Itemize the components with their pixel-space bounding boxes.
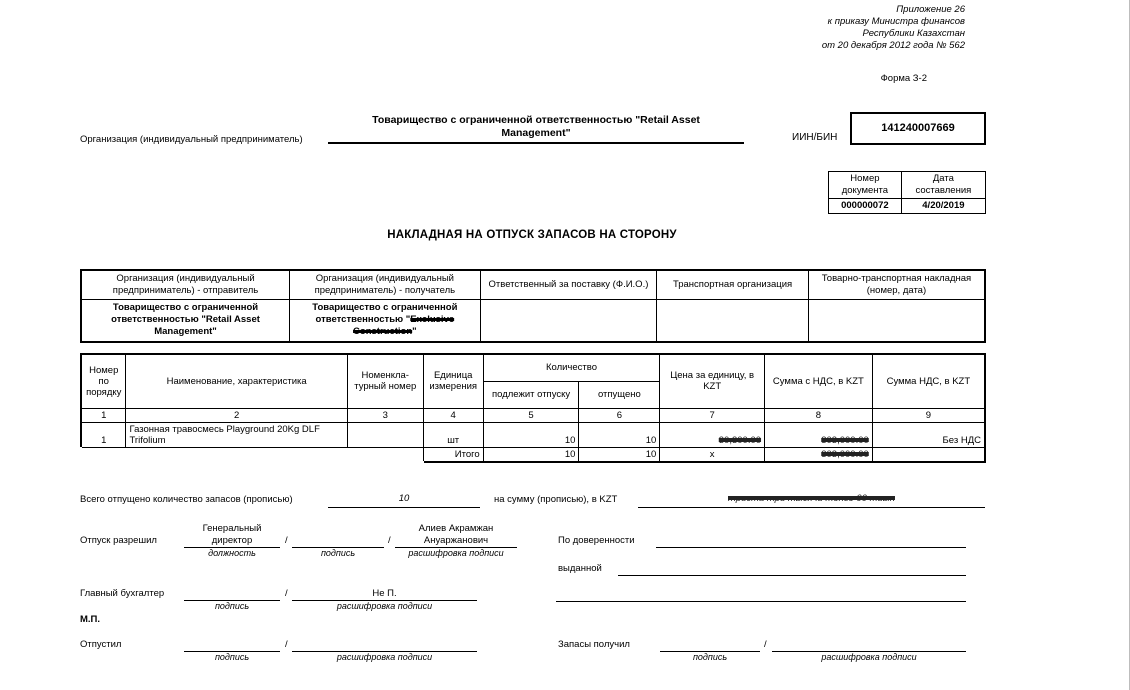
col-number: 1	[81, 408, 126, 422]
receiver-header	[290, 270, 481, 300]
responsible-value	[480, 300, 657, 342]
row-price	[660, 422, 765, 447]
row-name	[126, 422, 347, 447]
slash: /	[388, 535, 391, 546]
transport-header: Транспортная организация	[657, 270, 809, 300]
col-number: 6	[579, 408, 660, 422]
row-nomen	[347, 422, 423, 447]
total-spacer	[81, 447, 423, 462]
total-qty-due: 10	[483, 447, 579, 462]
receiver-redacted: Exclusive	[410, 314, 455, 325]
col-qty-header: Количество	[483, 354, 660, 381]
caption-decode: расшифровка подписи	[821, 652, 917, 662]
header-line: Организация (индивидуальный	[315, 273, 454, 284]
accountant-name-line	[292, 587, 477, 601]
org-name-line: Management"	[501, 127, 571, 139]
receiver-line	[293, 326, 477, 338]
slash: /	[285, 535, 288, 546]
header-line: Организация (индивидуальный	[116, 273, 255, 284]
caption-signature: подпись	[214, 601, 250, 611]
form-code: Форма З-2	[880, 73, 927, 84]
row-qty-due: 10	[483, 422, 579, 447]
header-line: турный номер	[354, 381, 417, 393]
col-qty-released-header: отпущено	[579, 381, 660, 408]
transport-value	[657, 300, 809, 342]
sender-value	[81, 300, 290, 342]
col-price-header	[660, 354, 765, 408]
received-label: Запасы получил	[558, 639, 630, 650]
slash: /	[285, 588, 288, 599]
qty-words-label: Всего отпущено количество запасов (прописью)	[80, 494, 293, 505]
issued-label: выданной	[558, 563, 602, 574]
redacted-price: 30,300.00	[718, 434, 762, 446]
total-qty-released: 10	[579, 447, 660, 462]
received-name-line	[772, 638, 966, 652]
row-num: 1	[81, 422, 126, 447]
sum-words-label: на сумму (прописью), в KZT	[494, 494, 618, 505]
release-position-line: директор	[211, 535, 253, 546]
col-number: 3	[347, 408, 423, 422]
receiver-line: Товарищество с ограниченной	[312, 302, 458, 313]
received-signature-line	[660, 638, 760, 652]
waybill-header	[808, 270, 985, 300]
release-signature-line	[292, 534, 384, 548]
header-line: по	[98, 375, 109, 387]
redacted-sum-words: триста три тысячи тенге 00 тиын	[728, 493, 895, 504]
release-label: Отпуск разрешил	[80, 535, 157, 546]
qty-words-value: 10	[398, 493, 410, 504]
parties-table	[80, 269, 986, 343]
slash: /	[285, 639, 288, 650]
org-name	[328, 114, 744, 144]
col-vat-header: Сумма НДС, в KZT	[872, 354, 985, 408]
responsible-header: Ответственный за поставку (Ф.И.О.)	[480, 270, 657, 300]
doc-number-header-line: Номер	[850, 173, 880, 184]
accountant-name: Не П.	[372, 588, 397, 599]
doc-date-header	[901, 172, 985, 199]
sender-line: Товарищество с ограниченной	[112, 302, 259, 313]
col-number: 8	[765, 408, 873, 422]
col-sum-vat-header: Сумма с НДС, в KZT	[765, 354, 873, 408]
col-number: 9	[872, 408, 985, 422]
receiver-redacted: Construction	[353, 326, 413, 337]
caption-signature: подпись	[214, 652, 250, 662]
header-line: измерения	[429, 381, 478, 393]
released-label: Отпустил	[80, 639, 122, 650]
col-number: 7	[660, 408, 765, 422]
release-name-line: Алиев Акрамжан	[418, 523, 494, 534]
header-line: Номенкла-	[361, 370, 409, 382]
release-position-line: Генеральный	[202, 523, 262, 534]
issued-line	[618, 562, 966, 576]
released-name-line	[292, 638, 477, 652]
col-name-header: Наименование, характеристика	[126, 354, 347, 408]
total-row	[81, 447, 985, 462]
accountant-label: Главный бухгалтер	[80, 588, 165, 599]
released-signature-line	[184, 638, 280, 652]
receiver-value	[290, 300, 481, 342]
release-name-line: Ануаржанович	[423, 535, 489, 546]
org-label: Организация (индивидуальный предприниматель)	[80, 134, 303, 145]
total-vat	[872, 447, 985, 462]
appendix-line: к приказу Министра финансов	[827, 16, 965, 27]
release-name-rule	[395, 534, 517, 548]
row-name-line: Trifolium	[129, 434, 166, 446]
total-price: x	[660, 447, 765, 462]
release-position-line-rule	[184, 534, 280, 548]
col-number: 5	[483, 408, 579, 422]
caption-decode: расшифровка подписи	[408, 548, 504, 558]
doc-date-header-line: Дата	[932, 173, 954, 184]
goods-table	[80, 353, 986, 463]
header-line: порядку	[86, 386, 122, 398]
sender-line: Management"	[154, 326, 217, 337]
redacted-sum: 303,000.00	[821, 434, 869, 446]
stamp-label: М.П.	[80, 614, 101, 625]
appendix-line: от 20 декабря 2012 года № 562	[821, 40, 965, 51]
org-name-line: Товарищество с ограниченной ответственностью "Retail Asset	[372, 114, 700, 126]
row-sum-vat	[765, 422, 873, 447]
col-num-header	[81, 354, 126, 408]
doc-number-header-line: документа	[841, 185, 889, 196]
header-line: предприниматель) - отправитель	[112, 285, 259, 296]
sum-words-value	[638, 493, 985, 504]
appendix-line: Приложение 26	[896, 4, 965, 15]
sender-header	[81, 270, 290, 300]
header-line: (номер, дата)	[866, 285, 927, 296]
appendix-note	[760, 4, 965, 52]
doc-number-value: 000000072	[829, 199, 902, 214]
document-title: НАКЛАДНАЯ НА ОТПУСК ЗАПАСОВ НА СТОРОНУ	[387, 229, 677, 241]
receiver-text: "	[412, 326, 417, 337]
col-nomen-header	[347, 354, 423, 408]
header-line: Товарно-транспортная накладная	[821, 273, 972, 284]
col-number: 4	[423, 408, 483, 422]
waybill-value	[808, 300, 985, 342]
doc-date-header-line: составления	[915, 185, 972, 196]
accountant-signature-line	[184, 587, 280, 601]
redacted-total-sum: 303,000.00	[821, 448, 869, 460]
header-line: Цена за единицу, в	[670, 370, 755, 382]
table-row	[81, 422, 985, 447]
header-line: предприниматель) - получатель	[314, 285, 456, 296]
sender-line: ответственностью "Retail Asset	[111, 314, 260, 325]
total-label: Итого	[423, 447, 483, 462]
receiver-line	[293, 314, 477, 326]
row-name-line: Газонная травосмесь Playground 20Kg DLF	[129, 423, 320, 435]
doc-info-table	[828, 171, 986, 214]
row-unit: шт	[423, 422, 483, 447]
total-sum-vat	[765, 447, 873, 462]
proxy-line	[656, 534, 966, 548]
proxy-extra-line	[556, 588, 966, 602]
caption-decode: расшифровка подписи	[336, 601, 433, 611]
appendix-line: Республики Казахстан	[862, 28, 965, 39]
proxy-label: По доверенности	[558, 535, 635, 546]
caption-signature: подпись	[320, 548, 356, 558]
iin-label: ИИН/БИН	[792, 132, 838, 143]
col-qty-due-header: подлежит отпуску	[483, 381, 579, 408]
row-qty-released: 10	[579, 422, 660, 447]
header-line: Единица	[433, 370, 473, 382]
iin-value: 141240007669	[850, 112, 986, 145]
caption-signature: подпись	[692, 652, 728, 662]
doc-number-header	[829, 172, 902, 199]
col-number: 2	[126, 408, 347, 422]
slash: /	[764, 639, 767, 650]
header-line: Номер	[89, 364, 119, 376]
receiver-text: ответственностью "	[315, 314, 411, 325]
row-vat: Без НДС	[872, 422, 985, 447]
caption-position: должность	[208, 548, 256, 558]
caption-decode: расшифровка подписи	[336, 652, 433, 662]
doc-date-value: 4/20/2019	[901, 199, 985, 214]
header-line: KZT	[703, 381, 722, 393]
col-unit-header	[423, 354, 483, 408]
